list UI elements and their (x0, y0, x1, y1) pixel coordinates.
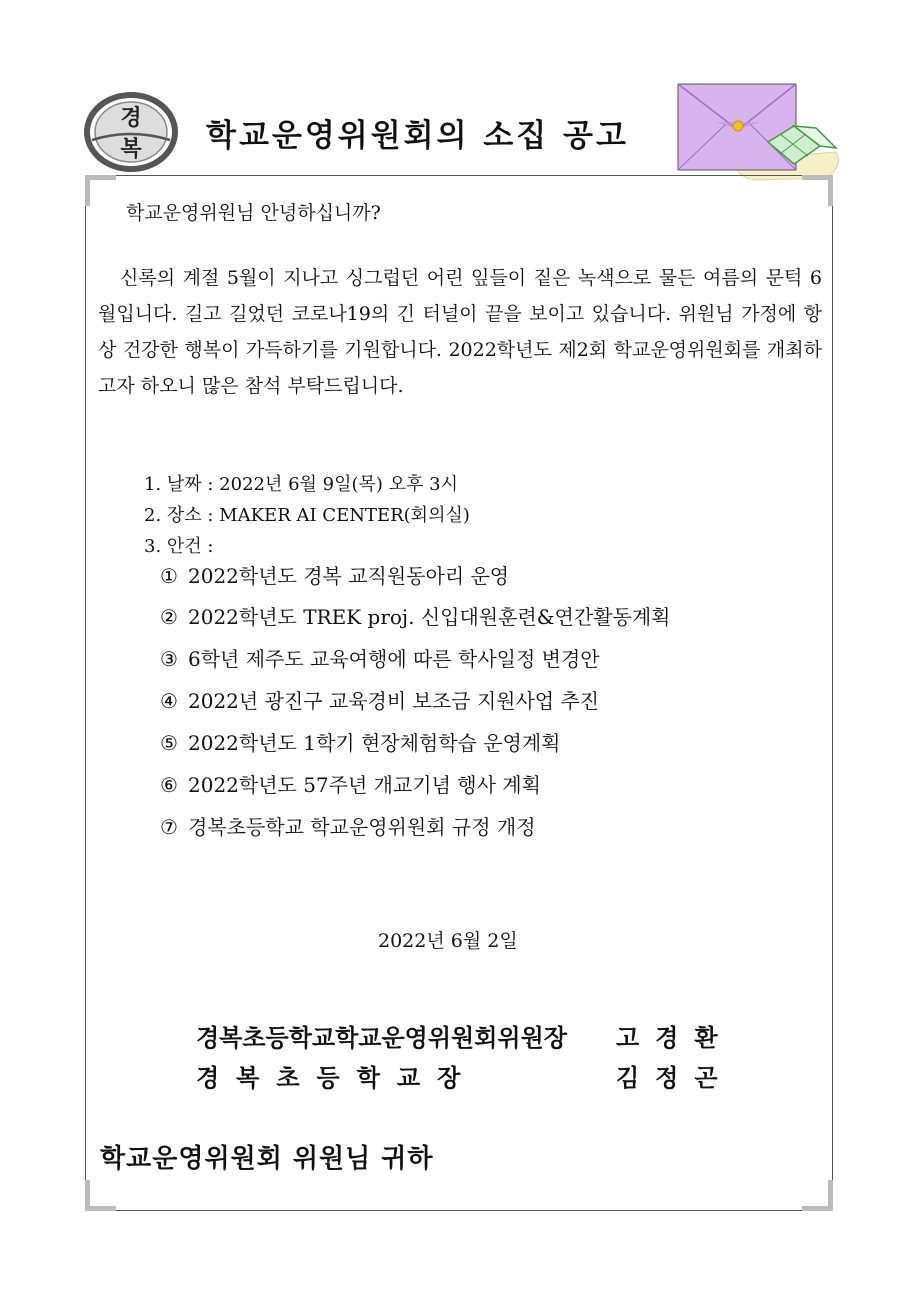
agenda-number: ④ (160, 689, 178, 713)
greeting-text: 학교운영위원님 안녕하십니까? (126, 202, 381, 224)
frame-corner (85, 1180, 116, 1211)
svg-text:경: 경 (120, 105, 142, 131)
agenda-item (160, 727, 561, 756)
agenda-text: 2022학년도 57주년 개교기념 행사 계획 (188, 773, 541, 797)
signature-row (196, 1058, 734, 1093)
agenda-item (160, 685, 599, 714)
agenda-number: ⑤ (160, 731, 178, 755)
agenda-text: 2022학년도 1학기 현장체험학습 운영계획 (188, 731, 561, 755)
agenda-text: 2022학년도 경복 교직원동아리 운영 (188, 564, 510, 588)
envelope-icon (676, 82, 844, 182)
school-logo-icon (84, 92, 178, 172)
signature-row (196, 1018, 734, 1053)
svg-text:복: 복 (120, 136, 142, 162)
meeting-date: 1. 날짜 : 2022년 6월 9일(목) 오후 3시 (144, 474, 458, 495)
agenda-text: 경복초등학교 학교운영위원회 규정 개정 (188, 815, 536, 839)
frame-corner (802, 175, 833, 206)
signer-name: 김정곤 (616, 1063, 734, 1092)
agenda-item (160, 643, 600, 672)
frame-corner (802, 1180, 833, 1211)
agenda-heading: 3. 안건 : (144, 536, 214, 557)
agenda-text: 6학년 제주도 교육여행에 따른 학사일정 변경안 (188, 647, 600, 671)
agenda-number: ⑥ (160, 773, 178, 797)
signer-title: 경복초등학교장 (196, 1063, 478, 1092)
signer-name: 고경환 (616, 1023, 734, 1052)
body-paragraph: 신록의 계절 5월이 지나고 싱그럽던 어린 잎들이 짙은 녹색으로 물든 여름의 문턱 6월입니다. 길고 길었던 코로나19의 긴 터널이 끝을 보이고 있습니다. 위원님 가정에 항상 건강한 행복이 가득하기를 기원합니다. 2022학년도 제2회 학교운영위원회를 개최하고자 하오니 많은 참석 부탁드립니다. (98, 267, 822, 397)
signer-title: 경복초등학교학교운영위원회위원장 (196, 1023, 567, 1052)
meeting-place: 2. 장소 : MAKER AI CENTER(회의실) (144, 505, 470, 526)
agenda-number: ① (160, 564, 178, 588)
issue-date: 2022년 6월 2일 (378, 930, 518, 952)
agenda-item (160, 769, 541, 798)
agenda-item (160, 601, 670, 630)
agenda-number: ⑦ (160, 815, 178, 839)
agenda-item (160, 560, 509, 589)
page-title: 학교운영위원회의 소집 공고 (206, 118, 629, 154)
agenda-text: 2022년 광진구 교육경비 보조금 지원사업 추진 (188, 689, 600, 713)
agenda-text: 2022학년도 TREK proj. 신입대원훈련&연간활동계획 (188, 605, 671, 629)
agenda-item (160, 811, 536, 840)
recipient-line: 학교운영위원회 위원님 귀하 (100, 1144, 434, 1174)
agenda-number: ② (160, 605, 178, 629)
agenda-number: ③ (160, 647, 178, 671)
frame-corner (85, 175, 116, 206)
